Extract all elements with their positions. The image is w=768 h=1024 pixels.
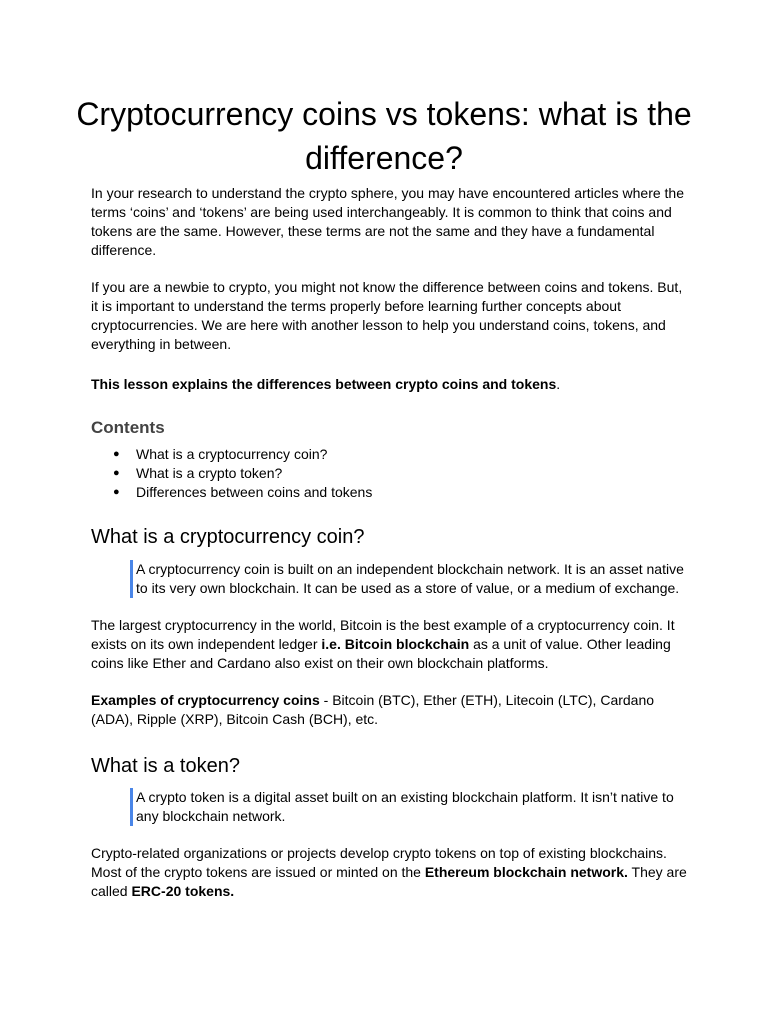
coin-examples (91, 691, 691, 729)
coin-examples-label: Examples of cryptocurrency coins (91, 692, 320, 708)
toc-item[interactable] (91, 483, 372, 502)
intro-paragraph-1: In your research to understand the crypto sphere, you may have encountered articles where the terms ‘coins’ and ‘tokens’ are being used interchangeably. It is common to think that coins and tokens are the same. However, these terms are not the same and they have a fundamental difference. (91, 185, 685, 258)
lesson-note-end: . (556, 376, 561, 392)
token-paragraph (91, 844, 691, 901)
toc-item-label: What is a crypto token? (136, 465, 283, 481)
bullet-icon: ● (113, 448, 120, 460)
contents-heading: Contents (91, 418, 165, 437)
token-paragraph-bold-2: ERC-20 tokens. (131, 883, 235, 899)
coin-definition-quote: A cryptocurrency coin is built on an independent blockchain network. It is an asset native to its very own blockchain. It can be used as a store of value, or a medium of exchange. (130, 560, 696, 598)
coin-paragraph-bold: i.e. Bitcoin blockchain (321, 636, 470, 652)
toc-item[interactable] (91, 445, 372, 464)
token-paragraph-bold: Ethereum blockchain network. (424, 864, 628, 880)
toc-item-label: Differences between coins and tokens (136, 484, 373, 500)
coin-section-heading: What is a cryptocurrency coin? (91, 526, 365, 548)
coin-paragraph (91, 616, 691, 673)
intro-paragraph-2: If you are a newbie to crypto, you might not know the difference between coins and tokens. But, it is important to understand the terms properly before learning further concepts about cryptocurrencies. We are here with another lesson to help you understand coins, tokens, and everything in between. (91, 279, 683, 352)
lesson-note (91, 375, 691, 394)
coin-examples-text: - Bitcoin (BTC), Ether (ETH), Litecoin (LTC), Cardano (ADA), Ripple (XRP), Bitcoin Cash (BCH), etc. (91, 692, 655, 727)
token-section-heading: What is a token? (91, 755, 240, 777)
coin-paragraph-text: The largest cryptocurrency in the world, Bitcoin is the best example of a cryptocurrency coin. It exists on its own independent ledger (91, 617, 675, 652)
toc-item[interactable] (91, 464, 372, 483)
coin-paragraph-text-end: as a unit of value. Other leading coins like Ether and Cardano also exist on their own blockchain platforms. (91, 636, 671, 671)
lesson-note-bold: This lesson explains the differences between crypto coins and tokens (91, 376, 557, 392)
bullet-icon: ● (113, 486, 120, 498)
toc-item-label: What is a cryptocurrency coin? (136, 446, 328, 462)
table-of-contents (91, 445, 372, 502)
token-definition-quote: A crypto token is a digital asset built on an existing blockchain platform. It isn’t native to any blockchain network. (130, 788, 696, 826)
token-paragraph-text: Crypto-related organizations or projects develop crypto tokens on top of existing blockchains. Most of the crypto tokens are issued or minted on the (91, 845, 667, 880)
token-paragraph-middle: They are called (91, 864, 687, 899)
page-title: Cryptocurrency coins vs tokens: what is the difference? (76, 96, 692, 176)
bullet-icon: ● (113, 467, 120, 479)
